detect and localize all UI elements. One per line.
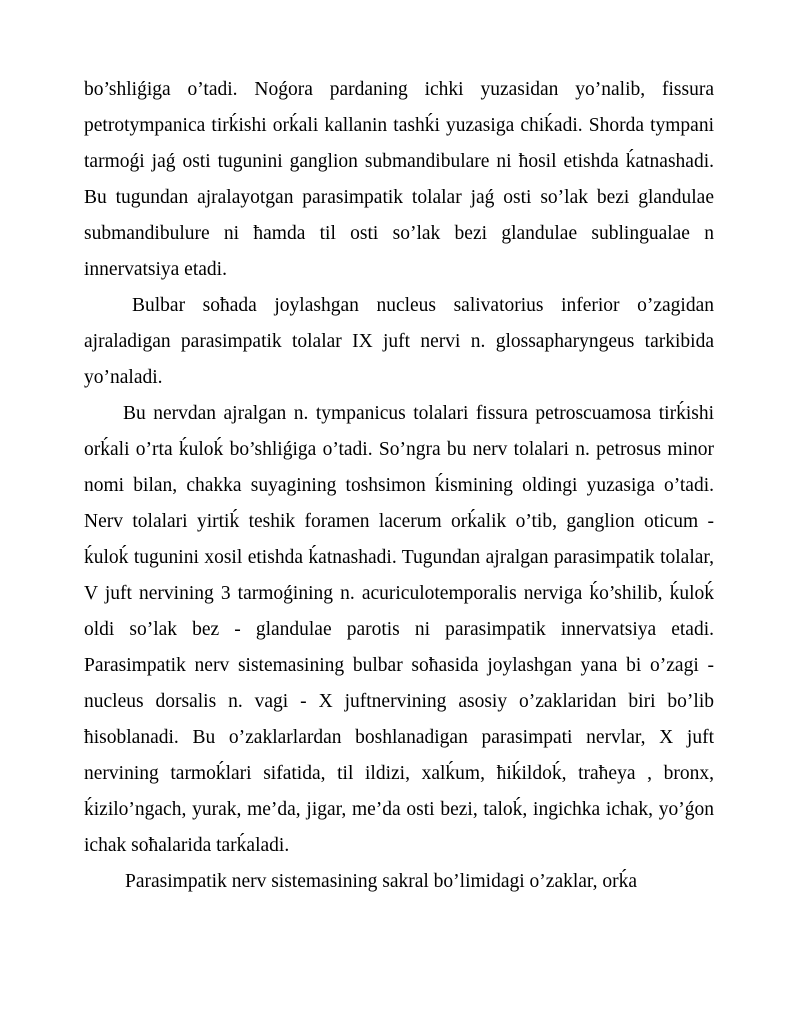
paragraph-2: Bulbar soħada joylashgan nucleus salivatorius inferior o’zagidan ajraladigan parasimpatik tolalar IX juft nervi n. glossapharyngeus tarkibida yo’naladi.: [84, 295, 714, 388]
paragraph-1: bo’shliǵiga o’tadi. Noǵora pardaning ichki yuzasidan yo’nalib, fissura petrotympanica tirḱishi orḱali kallanin tashḱi yuzasiga chiḱadi. Shorda tympani tarmoǵi jaǵ osti tugunini ganglion submandibulare ni ħosil etishda ḱatnashadi. Bu tugundan ajralayotgan parasimpatik tolalar jaǵ osti so’lak bezi glandulae submandibulure ni ħamda til osti so’lak bezi glandulae sublingualae n innervatsiya etadi.: [84, 79, 714, 280]
document-page: [84, 72, 714, 900]
paragraph-3: Bu nervdan ajralgan n. tympanicus tolalari fissura petroscuamosa tirḱishi orḱali o’rta ḱuloḱ bo’shliǵiga o’tadi. So’ngra bu nerv tolalari n. petrosus minor nomi bilan, chakka suyagining toshsimon ḱismining oldingi yuzasiga o’tadi. Nerv tolalari yirtiḱ teshik foramen lacerum orḱalik o’tib, ganglion oticum - ḱuloḱ tugunini xosil etishda ḱatnashadi. Tugundan ajralgan parasimpatik tolalar, V juft nervining 3 tarmoǵining n. acuriculotemporalis nerviga ḱo’shilib, ḱuloḱ oldi so’lak bez - glandulae parotis ni parasimpatik innervatsiya etadi. Parasimpatik nerv sistemasining bulbar soħasida joylashgan yana bi o’zagi - nucleus dorsalis n. vagi - X juftnervining asosiy o’zaklaridan biri bo’lib ħisoblanadi. Bu o’zaklarlardan boshlanadigan parasimpati nervlar, X juft nervining tarmoḱlari sifatida, til ildizi, xalḱum, ħiḱildoḱ, traħeya , bronx, ḱizilo’ngach, yurak, me’da, jigar, me’da osti bezi, taloḱ, ingichka ichak, yo’ǵon ichak soħalarida tarḱaladi.: [84, 403, 714, 856]
paragraph-4: Parasimpatik nerv sistemasining sakral bo’limidagi o’zaklar, orḱa: [125, 871, 638, 892]
